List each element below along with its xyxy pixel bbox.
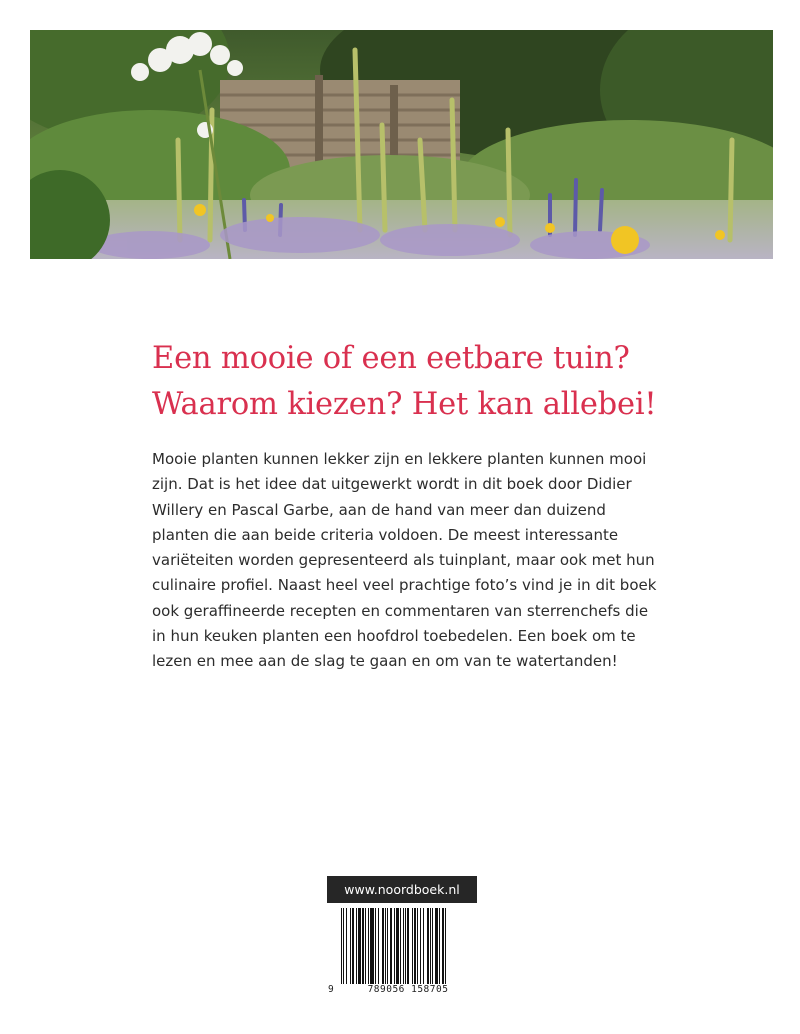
- blurb-line: zijn. Dat is het idee dat uitgewerkt wordt in dit boek door Didier: [152, 475, 632, 494]
- cover-photo: [30, 30, 773, 259]
- blurb-text: [152, 447, 672, 675]
- garden-photo-illustration: [30, 30, 773, 259]
- blurb-line: Mooie planten kunnen lekker zijn en lekkere planten kunnen mooi: [152, 450, 647, 468]
- isbn-lead-digit: 9: [328, 984, 335, 995]
- blurb-line: lezen en mee aan de slag te gaan en om van te watertanden!: [152, 652, 618, 671]
- blurb-line: planten die aan beide criteria voldoen. De meest interessante: [152, 525, 619, 544]
- blurb-line: culinaire profiel. Naast heel veel prachtige foto’s vind je in dit boek: [152, 576, 657, 595]
- barcode-bars: [327, 906, 477, 984]
- headline-line-2: Waarom kiezen? Het kan allebei!: [152, 387, 657, 422]
- headline: [152, 336, 712, 428]
- blurb-line: in hun keuken planten een hoofdrol toebedelen. Een boek om te: [152, 627, 636, 646]
- blurb-line: ook geraffineerde recepten en commentaren van sterrenchefs die: [152, 601, 649, 620]
- blurb-line: variëteiten worden gepresenteerd als tuinplant, maar ook met hun: [152, 551, 655, 570]
- isbn-number: [327, 984, 477, 998]
- publisher-url[interactable]: www.noordboek.nl: [327, 876, 477, 903]
- isbn-digits: 789056 158705: [341, 984, 475, 995]
- headline-line-1: Een mooie of een eetbare tuin?: [152, 341, 630, 376]
- blurb-line: Willery en Pascal Garbe, aan de hand van meer dan duizend: [152, 500, 606, 519]
